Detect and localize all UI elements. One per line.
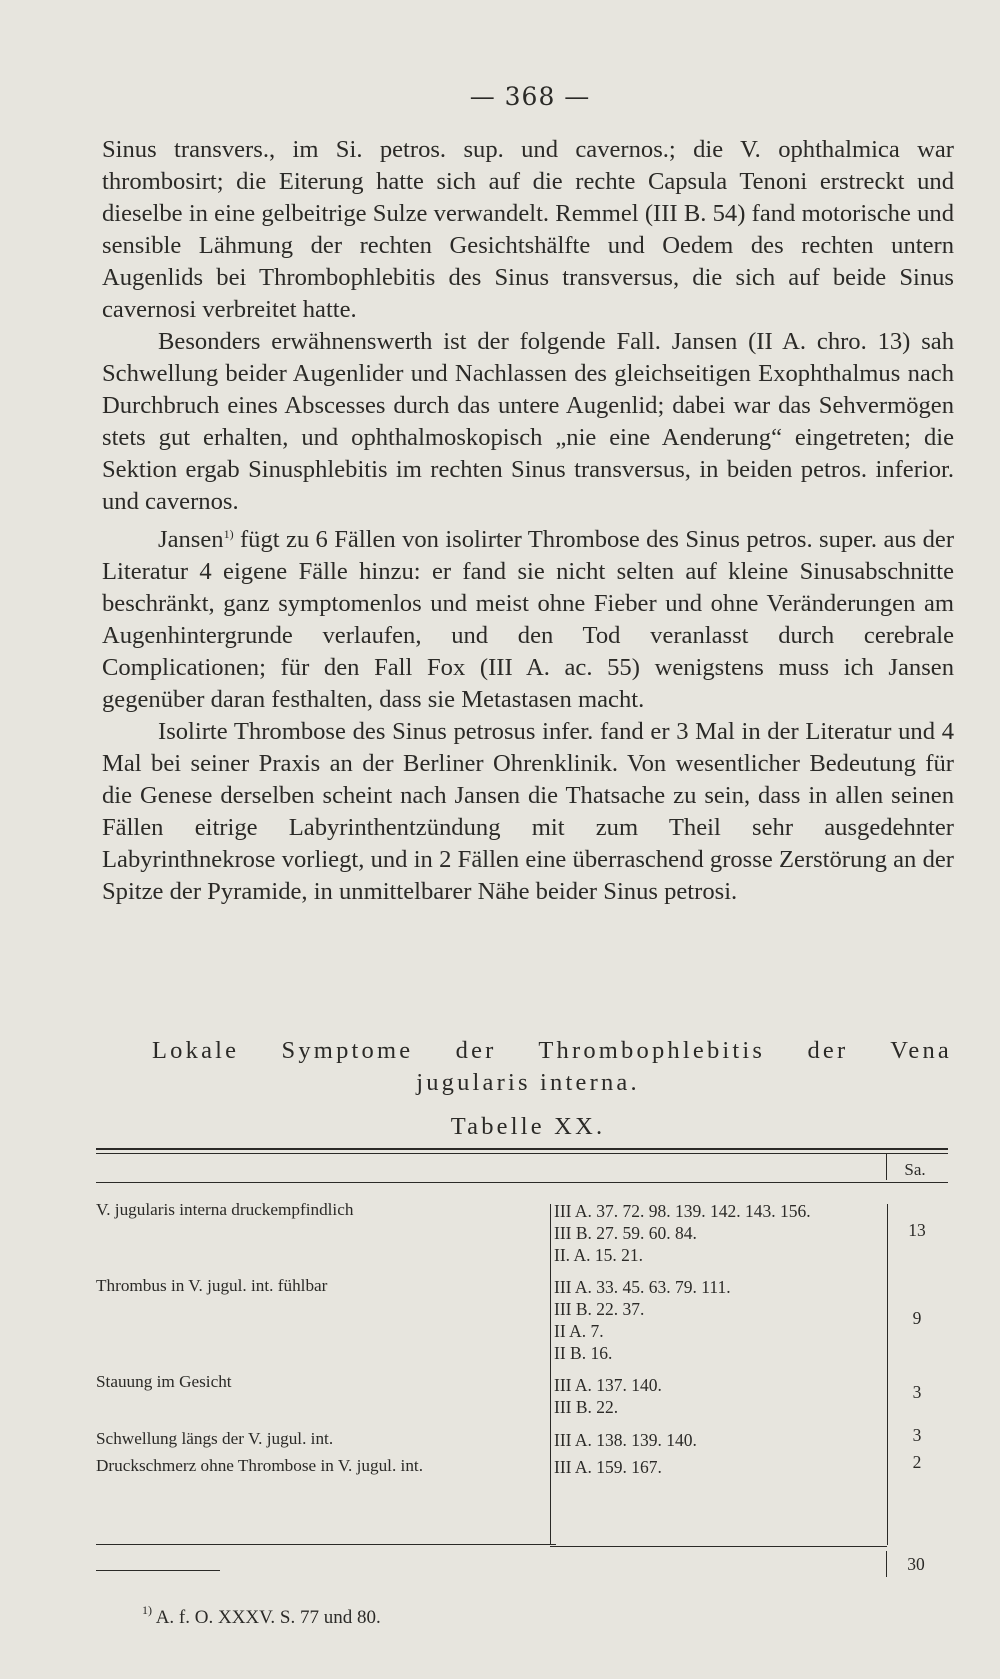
ref-line: III A. 138. 139. 140. — [554, 1430, 697, 1450]
paragraph: Isolirte Thrombose des Sinus petrosus infer. fand er 3 Mal in der Literatur und 4 Mal bei seiner Praxis an der Berliner Ohrenklinik. Von wesentlicher Bedeutung für die Genese derselben scheint nach Jansen die Thatsache zu sein, dass in allen seinen Fällen eitrige Labyrinthentzündung mit zum Theil sehr ausgedehnter Labyrinthnekrose vorliegt, und in 2 Fällen eine überraschend grosse Zerstörung an der Spitze der Pyramide, in unmittelbarer Nähe beider Sinus petrosi. — [102, 718, 954, 905]
footnote-rule — [96, 1570, 220, 1571]
paragraph: Sinus transvers., im Si. petros. sup. und cavernos.; die V. ophthalmica war thrombosirt; die Eiterung hatte sich auf die rechte Capsula Tenoni erstreckt und dieselbe in eine gelbeitrige Sulze verwandelt. Remmel (III B. 54) fand motorische und sensible Lähmung der rechten Gesichtshälfte und Oedem des rechten untern Augenlids bei Thrombophlebitis des Sinus transversus, die sich auf beide Sinus cavernosi verbreitet hatte. — [102, 136, 954, 323]
row-label: Stauung im Gesicht — [96, 1372, 232, 1391]
row-refs — [554, 1374, 884, 1418]
row-label: Schwellung längs der V. jugul. int. — [96, 1429, 334, 1448]
ref-line: III B. 22. 37. — [554, 1299, 645, 1319]
footnote — [142, 1603, 381, 1629]
ref-line: III A. 137. 140. — [554, 1375, 662, 1395]
row-refs — [554, 1276, 884, 1364]
ref-line: II B. 16. — [554, 1343, 613, 1363]
row-count: 2 — [912, 1452, 922, 1472]
ref-line: II A. 7. — [554, 1321, 604, 1341]
table-rule — [96, 1544, 556, 1545]
table-rule — [96, 1148, 948, 1150]
table-rule — [887, 1204, 888, 1545]
ref-line: III B. 27. 59. 60. 84. — [554, 1223, 697, 1243]
table-rule — [96, 1153, 948, 1154]
table-rule — [96, 1182, 948, 1183]
paragraph-rest: fügt zu 6 Fällen von isolirter Thrombose des Sinus petros. super. aus der Literatur 4 eigene Fälle hinzu: er fand sie nicht selten auf kleine Sinusabschnitte beschränkt, ganz symptomenlos und meist ohne Fieber und ohne Veränderungen am Augenhintergrunde verlaufen, und den Tod veranlasst durch cerebrale Complicationen; für den Fall Fox (III A. ac. 55) wenigstens muss ich Jansen gegenüber daran festhalten, dass sie Metastasen macht. — [102, 526, 955, 713]
paragraph — [102, 518, 954, 716]
row-refs — [554, 1456, 884, 1478]
ref-line: III A. 33. 45. 63. 79. 111. — [554, 1277, 731, 1297]
row-count: 3 — [912, 1425, 922, 1445]
ref-line: III B. 22. — [554, 1397, 619, 1417]
table-rule — [550, 1204, 551, 1545]
ref-line: II. A. 15. 21. — [554, 1245, 643, 1265]
table-caption-line1: Lokale Symptome der Thrombophlebitis der Vena — [152, 1037, 952, 1064]
ref-line: III A. 37. 72. 98. 139. 142. 143. 156. — [554, 1201, 811, 1221]
row-refs — [554, 1200, 884, 1266]
footnote-marker: 1) — [142, 1603, 152, 1617]
table-caption-line2: jugularis interna. — [416, 1069, 640, 1096]
table-total: 30 — [907, 1554, 925, 1574]
row-label: Thrombus in V. jugul. int. fühlbar — [96, 1276, 328, 1295]
footnote-ref: 1) — [223, 527, 234, 541]
sum-column-header: Sa. — [904, 1160, 926, 1179]
row-label: Druckschmerz ohne Thrombose in V. jugul. int. — [96, 1456, 423, 1475]
row-count: 13 — [908, 1220, 926, 1240]
body-text — [102, 134, 954, 908]
row-count: 9 — [912, 1308, 922, 1328]
row-refs — [554, 1429, 884, 1451]
ref-line: III A. 159. 167. — [554, 1457, 662, 1477]
table-rule — [550, 1546, 887, 1547]
paragraph: Besonders erwähnenswerth ist der folgende Fall. Jansen (II A. chro. 13) sah Schwellung beider Augenlider und Nachlassen des gleichseitigen Exophthalmus nach Durchbruch eines Abscesses durch das untere Augenlid; dabei war das Sehvermögen stets gut erhalten, und ophthalmoskopisch „nie eine Aenderung“ eingetreten; die Sektion ergab Sinusphlebitis im rechten Sinus transversus, in beiden petros. inferior. und cavernos. — [102, 328, 954, 515]
table-label: Tabelle XX. — [450, 1113, 606, 1140]
page-number: — 368 — — [469, 82, 591, 111]
paragraph-lead: Jansen — [158, 526, 224, 553]
footnote-text: A. f. O. XXXV. S. 77 und 80. — [155, 1607, 381, 1628]
row-label: V. jugularis interna druckempfindlich — [96, 1200, 354, 1219]
row-count: 3 — [912, 1382, 922, 1402]
